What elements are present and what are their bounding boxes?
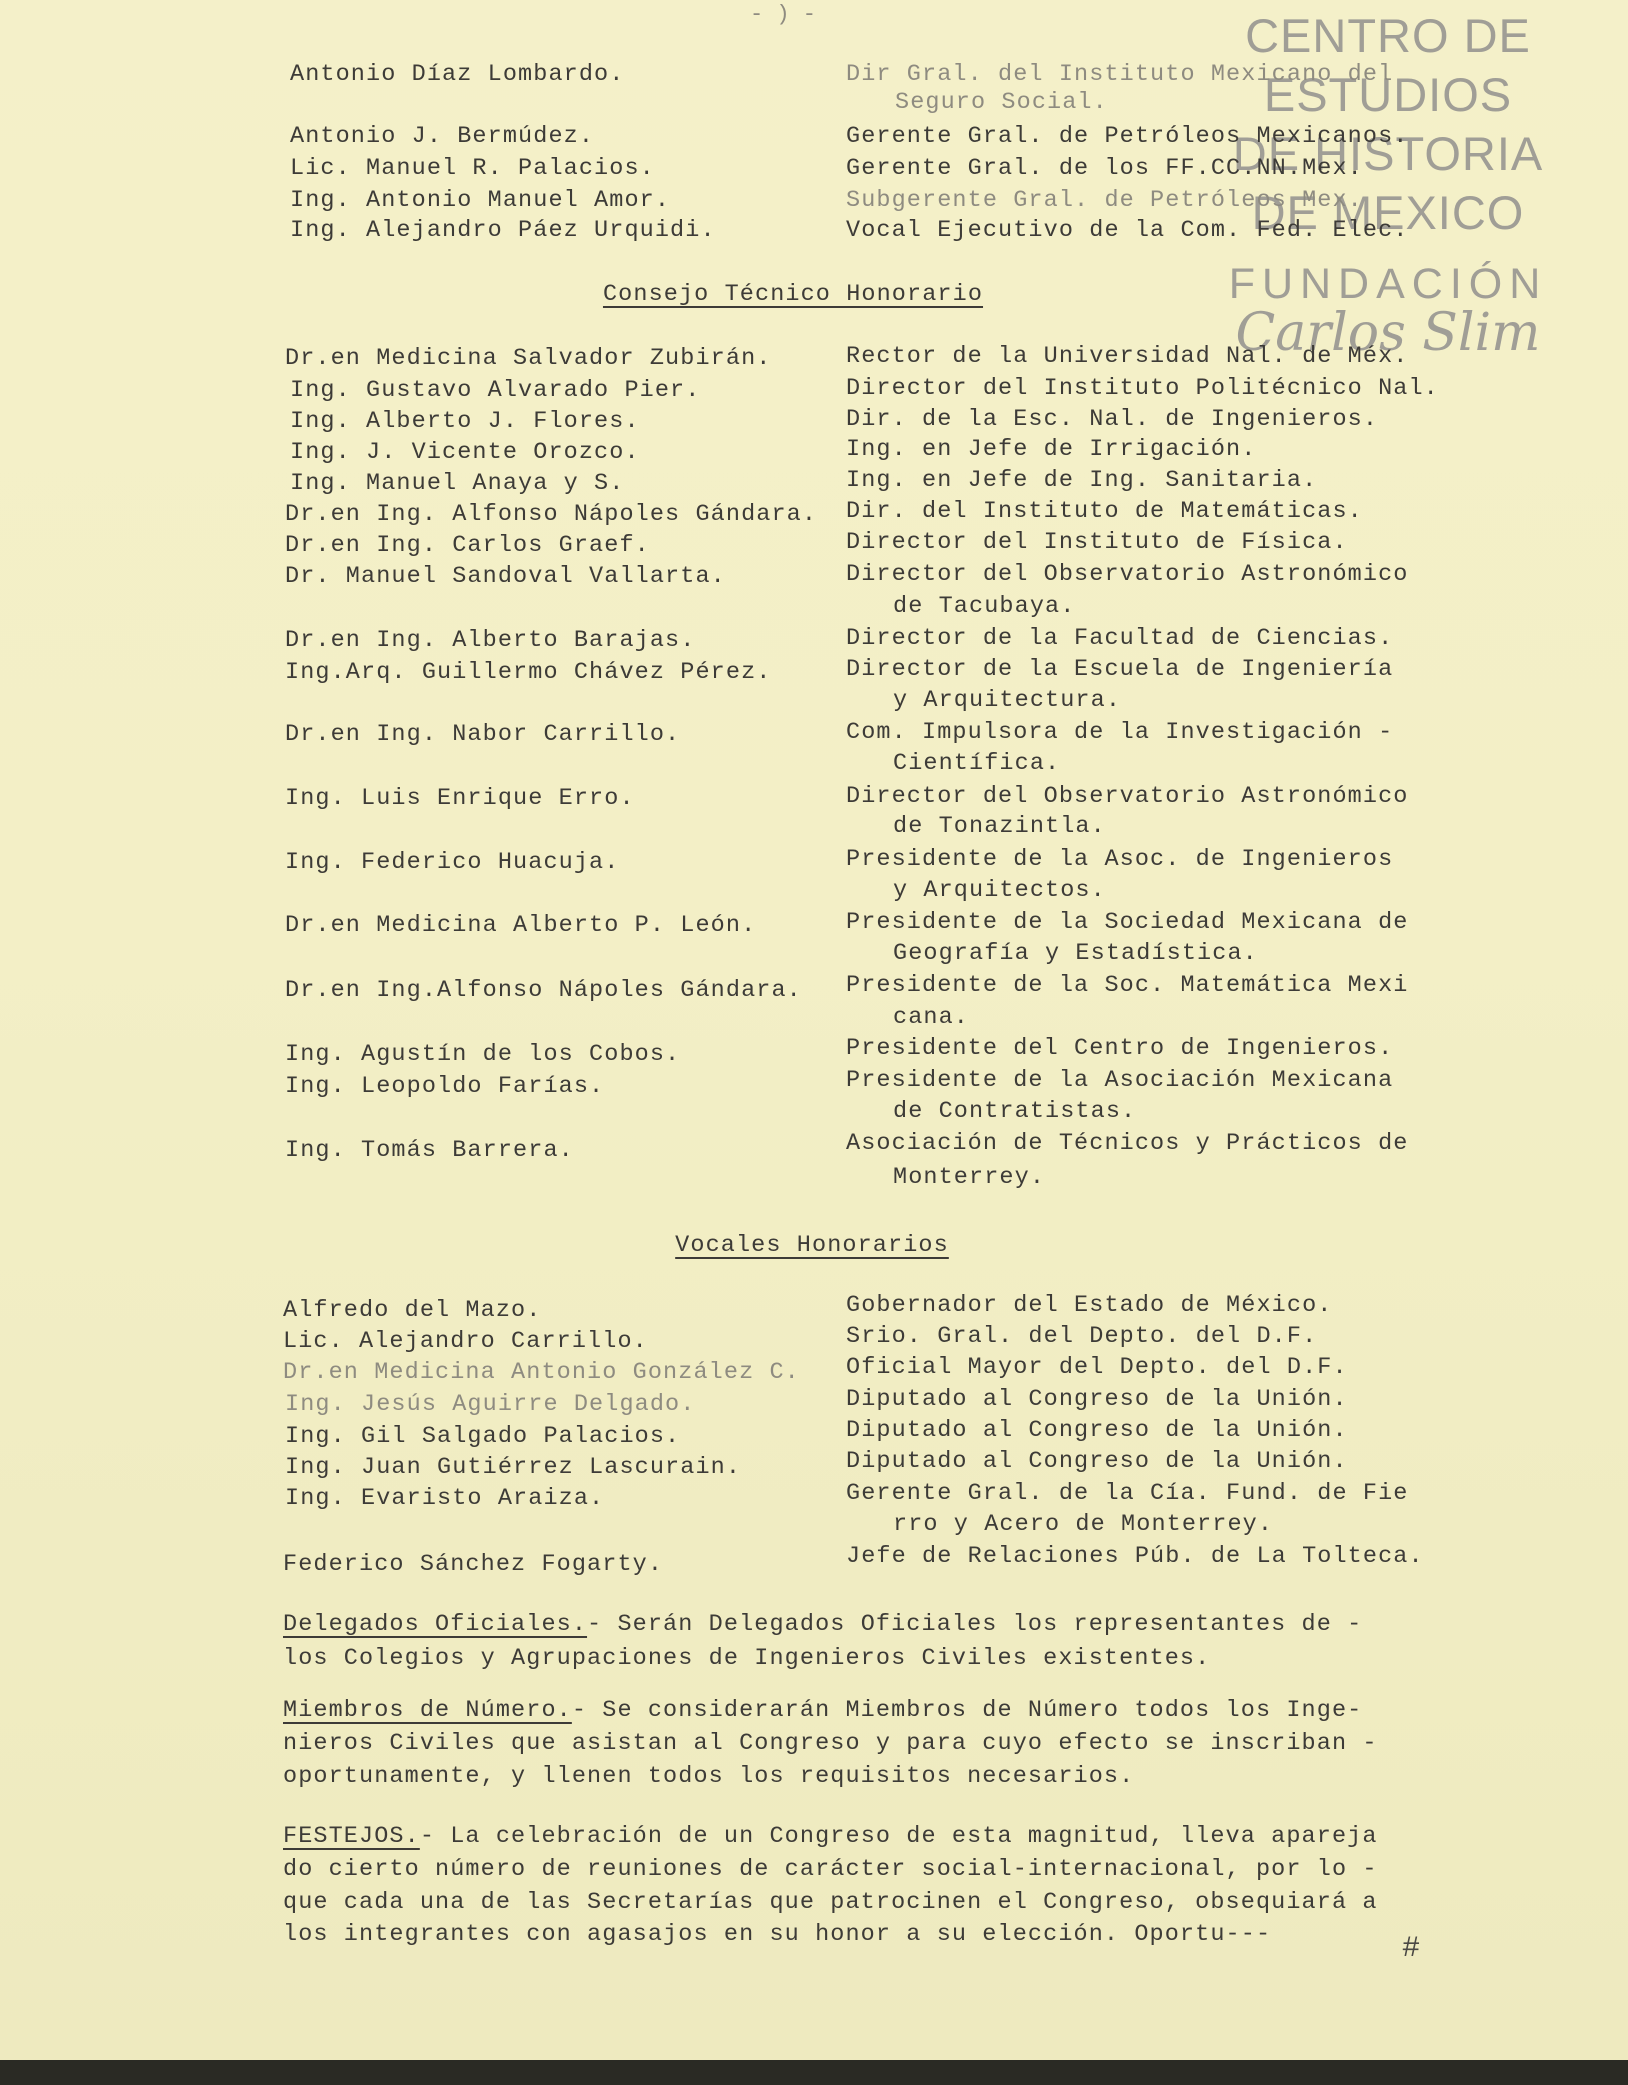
watermark-line: ESTUDIOS	[1263, 68, 1513, 121]
council-role: Científica.	[893, 750, 1061, 777]
page-number-mark: - ) -	[750, 2, 817, 27]
member-name: Alfredo del Mazo.	[283, 1297, 542, 1324]
council-name: Ing.Arq. Guillermo Chávez Pérez.	[285, 659, 772, 686]
council-name: Ing. Agustín de los Cobos.	[285, 1041, 681, 1068]
member-role: Jefe de Relaciones Púb. de La Tolteca.	[846, 1543, 1424, 1570]
paragraph-lead: Miembros de Número.	[283, 1697, 572, 1724]
paragraph-line: los Colegios y Agrupaciones de Ingenieros Civiles existentes.	[283, 1645, 1211, 1672]
council-name: Ing. J. Vicente Orozco.	[290, 439, 640, 466]
paragraph-text: - La celebración de un Congreso de esta magnitud, lleva apareja	[419, 1823, 1378, 1850]
member-role: Diputado al Congreso de la Unión.	[846, 1417, 1348, 1444]
section-heading: Consejo Técnico Honorario	[602, 281, 984, 308]
council-role: Director del Instituto de Física.	[846, 529, 1348, 556]
member-role: Gobernador del Estado de México.	[846, 1292, 1333, 1319]
roster-name: Antonio Díaz Lombardo.	[290, 61, 625, 88]
member-role: rro y Acero de Monterrey.	[893, 1511, 1274, 1538]
roster-role: Seguro Social.	[895, 89, 1108, 116]
council-name: Dr.en Ing. Carlos Graef.	[285, 532, 650, 559]
council-role: Director de la Facultad de Ciencias.	[846, 625, 1394, 652]
paragraph-line: do cierto número de reuniones de carácter social-internacional, por lo -	[283, 1856, 1378, 1883]
council-role: de Tacubaya.	[893, 593, 1076, 620]
watermark-foundation: FUNDACIÓN	[1228, 260, 1548, 308]
member-role: Diputado al Congreso de la Unión.	[846, 1448, 1348, 1475]
paragraph-line	[283, 1696, 1362, 1726]
paragraph-lead: FESTEJOS.	[283, 1823, 420, 1850]
council-name: Dr.en Ing. Nabor Carrillo.	[285, 721, 681, 748]
member-name: Ing. Juan Gutiérrez Lascurain.	[285, 1454, 742, 1481]
council-role: Rector de la Universidad Nal. de Méx.	[846, 343, 1409, 370]
member-role: Oficial Mayor del Depto. del D.F.	[846, 1354, 1348, 1381]
council-name: Ing. Luis Enrique Erro.	[285, 785, 635, 812]
member-name: Dr.en Medicina Antonio González C.	[283, 1359, 800, 1386]
council-name: Dr.en Medicina Alberto P. León.	[285, 912, 757, 939]
watermark-line: DE HISTORIA	[1232, 127, 1544, 180]
council-role: Ing. en Jefe de Irrigación.	[846, 436, 1257, 463]
paragraph-line	[283, 1822, 1378, 1852]
council-role: Presidente de la Asociación Mexicana	[846, 1067, 1394, 1094]
council-role: y Arquitectura.	[893, 687, 1122, 714]
council-name: Ing. Manuel Anaya y S.	[290, 470, 625, 497]
member-role: Gerente Gral. de la Cía. Fund. de Fie	[846, 1480, 1409, 1507]
council-role: Com. Impulsora de la Investigación -	[846, 719, 1394, 746]
roster-role: Dir Gral. del Instituto Mexicano del	[846, 61, 1394, 88]
member-name: Ing. Gil Salgado Palacios.	[285, 1423, 681, 1450]
council-name: Dr.en Ing. Alberto Barajas.	[285, 627, 696, 654]
section-heading: Vocales Honorarios	[675, 1232, 949, 1259]
council-role: Ing. en Jefe de Ing. Sanitaria.	[846, 467, 1318, 494]
watermark-line: DE MEXICO	[1251, 186, 1525, 239]
council-role: de Contratistas.	[893, 1098, 1137, 1125]
council-name: Ing. Leopoldo Farías.	[285, 1073, 605, 1100]
member-name: Ing. Evaristo Araiza.	[285, 1485, 605, 1512]
paragraph-line: los integrantes con agasajos en su honor a su elección. Oportu---	[283, 1921, 1272, 1948]
council-role: Director del Observatorio Astronómico	[846, 561, 1409, 588]
council-name: Ing. Gustavo Alvarado Pier.	[290, 377, 701, 404]
council-name: Ing. Tomás Barrera.	[285, 1137, 574, 1164]
watermark-line: CENTRO DE	[1245, 9, 1531, 62]
council-role: Presidente de la Soc. Matemática Mexi	[846, 972, 1409, 999]
hash-mark: #	[1402, 1932, 1421, 1966]
paragraph-line: oportunamente, y llenen todos los requisitos necesarios.	[283, 1763, 1135, 1790]
council-role: Dir. de la Esc. Nal. de Ingenieros.	[846, 406, 1379, 433]
council-name: Dr.en Ing. Alfonso Nápoles Gándara.	[285, 501, 818, 528]
member-name: Ing. Jesús Aguirre Delgado.	[285, 1391, 696, 1418]
council-role: Presidente del Centro de Ingenieros.	[846, 1035, 1394, 1062]
roster-role: Subgerente Gral. de Petróleos Mex.	[846, 187, 1363, 214]
council-role: Director de la Escuela de Ingeniería	[846, 656, 1394, 683]
member-name: Lic. Alejandro Carrillo.	[283, 1328, 648, 1355]
council-name: Ing. Federico Huacuja.	[285, 849, 620, 876]
paragraph-lead: Delegados Oficiales.	[283, 1611, 588, 1638]
roster-role: Gerente Gral. de los FF.CC.NN.Mex.	[846, 155, 1363, 182]
council-name: Ing. Alberto J. Flores.	[290, 408, 640, 435]
paragraph-text: - Serán Delegados Oficiales los representantes de -	[587, 1611, 1363, 1638]
roster-name: Lic. Manuel R. Palacios.	[290, 155, 655, 182]
member-role: Diputado al Congreso de la Unión.	[846, 1386, 1348, 1413]
council-role: Director del Observatorio Astronómico	[846, 783, 1409, 810]
paragraph-text: - Se considerarán Miembros de Número todos los Inge-	[571, 1697, 1363, 1724]
council-role: Dir. del Instituto de Matemáticas.	[846, 498, 1363, 525]
council-role: Presidente de la Asoc. de Ingenieros	[846, 846, 1394, 873]
watermark-signature: Carlos Slim	[1235, 303, 1541, 363]
member-role: Srio. Gral. del Depto. del D.F.	[846, 1323, 1318, 1350]
council-role: Presidente de la Sociedad Mexicana de	[846, 909, 1409, 936]
paragraph-line: nieros Civiles que asistan al Congreso y para cuyo efecto se inscriban -	[283, 1730, 1378, 1757]
roster-name: Antonio J. Bermúdez.	[290, 123, 595, 150]
council-name: Dr.en Medicina Salvador Zubirán.	[285, 345, 772, 372]
roster-role: Vocal Ejecutivo de la Com. Fed. Elec.	[846, 217, 1409, 244]
roster-role: Gerente Gral. de Petróleos Mexicanos.	[846, 123, 1409, 150]
member-name: Federico Sánchez Fogarty.	[283, 1551, 664, 1578]
roster-name: Ing. Antonio Manuel Amor.	[290, 187, 671, 214]
council-role: Director del Instituto Politécnico Nal.	[846, 375, 1439, 402]
council-role: Geografía y Estadística.	[893, 940, 1258, 967]
roster-name: Ing. Alejandro Páez Urquidi.	[290, 217, 716, 244]
paragraph-line	[283, 1610, 1362, 1640]
council-name: Dr. Manuel Sandoval Vallarta.	[285, 563, 726, 590]
council-role: de Tonazintla.	[893, 813, 1106, 840]
council-role: y Arquitectos.	[893, 877, 1106, 904]
council-name: Dr.en Ing.Alfonso Nápoles Gándara.	[285, 977, 802, 1004]
paragraph-line: que cada una de las Secretarías que patrocinen el Congreso, obsequiará a	[283, 1889, 1378, 1916]
council-role: cana.	[893, 1004, 970, 1031]
council-role: Monterrey.	[893, 1164, 1046, 1191]
council-role: Asociación de Técnicos y Prácticos de	[846, 1130, 1409, 1157]
